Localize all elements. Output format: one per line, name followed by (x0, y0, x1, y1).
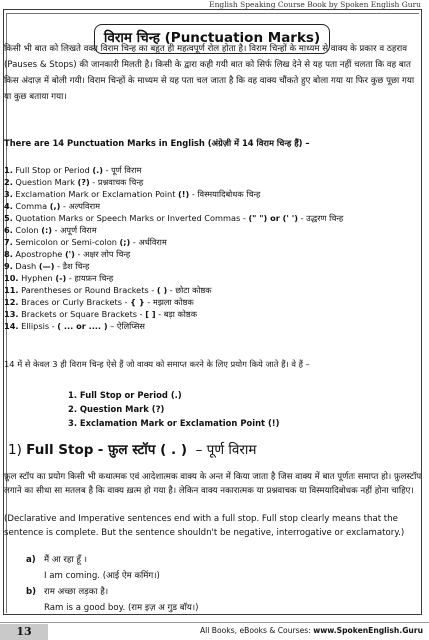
footer-divider (0, 622, 429, 623)
example-english: Ram is a good boy. (राम इज़ अ गुड बॉय।) (44, 603, 199, 613)
list-item: 8. Apostrophe (') - अक्षर लोप चिन्ह (4, 249, 131, 259)
list-item: 13. Brackets or Square Brackets - [ ] - बड़ा कोष्ठक (4, 309, 198, 319)
page-number: 13 (0, 624, 48, 640)
list-item: 11. Parentheses or Round Brackets - ( ) - छोटा कोष्ठक (4, 285, 212, 295)
sentence-ender-item: 1. Full Stop or Period (.) (68, 390, 182, 400)
example-english: I am coming. (आई ऐम कमिंग।) (44, 571, 160, 581)
list-item: 14. Ellipsis - ( ... or .... ) – ऐलिप्सिस (4, 321, 145, 331)
running-header: English Speaking Course Book by Spoken English Guru (209, 0, 421, 9)
sentence-ender-item: 2. Question Mark (?) (68, 404, 165, 414)
list-item: 7. Semicolon or Semi-colon (;) - अर्धविराम (4, 237, 167, 247)
list-item: 6. Colon (:) - अपूर्ण विराम (4, 225, 97, 235)
list-item: 1. Full Stop or Period (.) - पूर्ण विराम (4, 165, 142, 175)
example-hindi: राम अच्छा लड़का है। (44, 587, 109, 597)
sentence-enders-note: 14 में से केवल 3 ही विराम चिन्ह ऐसे हैं जो वाक्य को समाप्त करने के लिए प्रयोग किये जाते हैं। वे हैं – (4, 359, 310, 369)
list-item: 3. Exclamation Mark or Exclamation Point (!) - विस्मयादिबोधक चिन्ह (4, 189, 261, 199)
example-label: a) (26, 555, 36, 565)
list-item: 9. Dash (—) - डैश चिन्ह (4, 261, 90, 271)
section-heading: 1) Full Stop - फ़ुल स्टॉप ( . ) – पूर्ण विराम (8, 442, 257, 458)
example-hindi: मैं आ रहा हूँ । (44, 555, 87, 565)
list-item: 4. Comma (,) - अल्पविराम (4, 201, 100, 211)
footer-text: All Books, eBooks & Courses: www.SpokenEnglish.Guru (199, 626, 423, 635)
sentence-ender-item: 3. Exclamation Mark or Exclamation Point (!) (68, 418, 280, 428)
page-title: विराम चिन्ह (Punctuation Marks) (94, 24, 330, 54)
example-label: b) (26, 587, 37, 597)
intro-paragraph: किसी भी बात को लिखते वक्त विराम चिन्ह का बहुत ही महत्वपूर्ण रोल होता है। विराम चिन्हों के माध्यम से वाक्य के प्रकार व ठहराव (Pauses & Stops) की जानकारी मिलती है। किसी के द्वारा कही गयी बात को सिर्फ लिख देने से यह पता नहीं चलता कि वह बात किस अंदाज़ में बोली गयी। विराम चिन्हों के माध्यम से यह पता चल जाता है कि वह वाक्य चौंकते हुए बोला गया या फिर कुछ पूछा गया या कुछ बताया गया। (4, 44, 415, 102)
list-heading: There are 14 Punctuation Marks in English (अंग्रेज़ी में 14 विराम चिन्ह हैं) – (4, 138, 310, 148)
list-item: 12. Braces or Curly Brackets - { } - मझला कोष्ठक (4, 297, 194, 307)
list-item: 10. Hyphen (-) - हायफ़न चिन्ह (4, 273, 114, 283)
full-stop-english-text: (Declarative and Imperative sentences end with a full stop. Full stop clearly means that the sentence is complete. But the sentence shouldn't be negative, interrogative or exclamatory.) (4, 514, 405, 538)
footer-site-link[interactable]: www.SpokenEnglish.Guru (313, 626, 423, 635)
list-item: 5. Quotation Marks or Speech Marks or Inverted Commas - (" ") or (' ') - उद्धरण चिन्ह (4, 213, 344, 223)
full-stop-hindi-text: फ़ुल स्टॉप का प्रयोग किसी भी कथात्मक एवं आदेशात्मक वाक्य के अन्त में किया जाता है जिस वाक्य में बात पूर्णतः समाप्त हो। फ़ुलस्टॉप लगाने का सीधा सा मतलब है कि वाक्य ख़त्म हो गया है। लेकिन वाक्य नकारात्मक या प्रश्नवाचक या विस्मयादिबोधक नहीं होना चाहिए। (4, 472, 422, 496)
list-item: 2. Question Mark (?) - प्रश्नवाचक चिन्ह (4, 177, 144, 187)
